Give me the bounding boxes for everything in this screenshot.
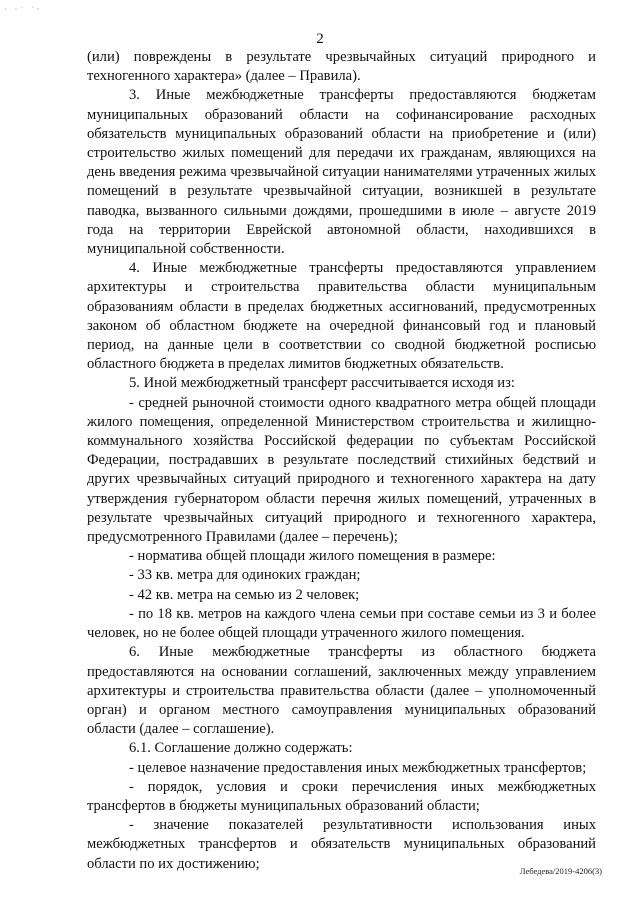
paragraph-item-6-1-order: - порядок, условия и сроки перечисления иных межбюджетных трансфертов в бюджеты муниципальных образований области; — [87, 778, 596, 814]
paragraph-item-5-two: - 42 кв. метра на семью из 2 человек; — [129, 586, 360, 603]
document-body — [87, 48, 596, 874]
paragraph-item-5: 5. Иной межбюджетный трансферт рассчитывается исходя из: — [129, 375, 515, 392]
page-number: 2 — [316, 31, 324, 47]
paragraph-continuation: (или) повреждены в результате чрезвычайных ситуаций природного и техногенного характера» (далее – Правила). — [87, 49, 596, 85]
paragraph-item-6-1-purpose: - целевое назначение предоставления иных межбюджетных трансфертов; — [129, 759, 587, 776]
footer-document-code: Лебедева/2019-4206(3) — [519, 866, 602, 876]
paragraph-item-6-1: 6.1. Соглашение должно содержать: — [129, 740, 353, 757]
paragraph-item-3: 3. Иные межбюджетные трансферты предоставляются бюджетам муниципальных образований области на софинансирование расходных обязательств муниципальных образований области на приобретение и (или) строительство жилых помещений для передачи их гражданам, являющихся на день введения режима чрезвычайной ситуации нанимателями утраченных жилых помещений в результате чрезвычайной ситуации, возникшей в результате паводка, вызванного сильными дождями, прошедшими в июле – августе 2019 года на территории Еврейской автономной области, находившихся в муниципальной собственности. — [87, 87, 596, 258]
paragraph-item-5-norm: - норматива общей площади жилого помещения в размере: — [129, 548, 496, 565]
paragraph-item-5-family: - по 18 кв. метров на каждого члена семьи при составе семьи из 3 и более человек, но не более общей площади утраченного жилого помещения. — [87, 605, 596, 642]
paragraph-item-4: 4. Иные межбюджетные трансферты предоставляются управлением архитектуры и строительства правительства области муниципальным образованиям области в пределах бюджетных ассигнований, предусмотренных законом об областном бюджете на очередной финансовый год и плановый период, на данные цели в соответствии со сводной бюджетной росписью областного бюджета в пределах лимитов бюджетных обязательств. — [87, 260, 596, 373]
paragraph-item-5-single: - 33 кв. метра для одиноких граждан; — [129, 567, 361, 584]
paragraph-item-5-price: - средней рыночной стоимости одного квадратного метра общей площади жилого помещения, определенной Министерством строительства и жилищно-коммунального хозяйства Российской федерации по субъектам Российской Федерации, пострадавших в результате последствий стихийных бедствий и других чрезвычайных ситуаций природного и техногенного характера на дату утверждения губернатором области перечня жилых помещений, утраченных в результате чрезвычайных ситуаций природного и техногенного характера, предусмотренного Правилами (далее – перечень); — [87, 394, 596, 546]
scan-specks: · ·˙ ˙· — [4, 5, 43, 14]
paragraph-item-6-1-indicators: - значение показателей результативности использования иных межбюджетных трансфертов и обязательств муниципальных образований области по их достижению; — [87, 817, 596, 872]
paragraph-item-6: 6. Иные межбюджетные трансферты из областного бюджета предоставляются на основании соглашений, заключенных между управлением архитектуры и строительства правительства области (далее – уполномоченный орган) и органом местного самоуправления муниципальных образований области (далее – соглашение). — [87, 644, 596, 738]
